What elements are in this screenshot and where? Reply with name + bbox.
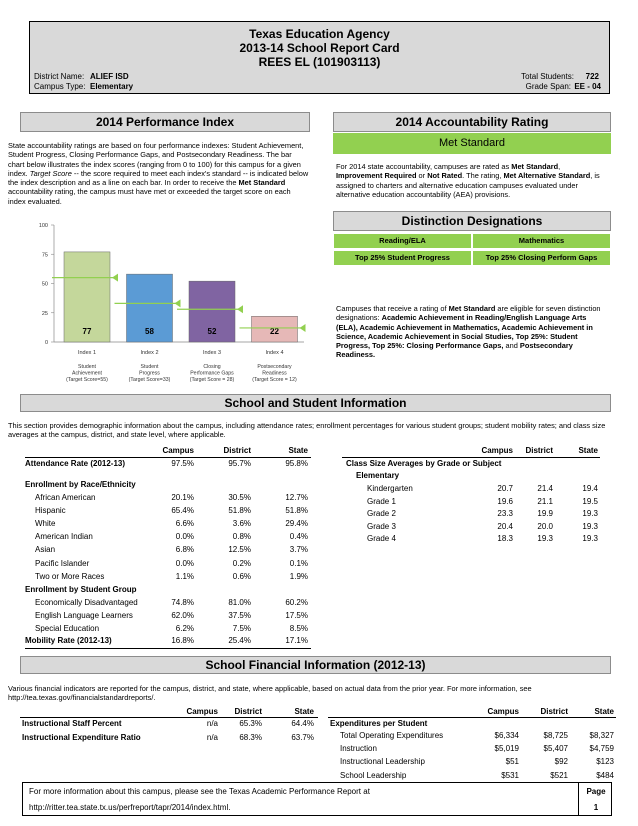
bar-value-label: 52 bbox=[207, 327, 217, 336]
campus-value: 74.8% bbox=[171, 598, 194, 607]
page-number: 1 bbox=[593, 803, 599, 812]
grade-span-value: EE - 04 bbox=[574, 82, 601, 91]
performance-chart bbox=[8, 215, 313, 390]
district-value: 25.4% bbox=[228, 636, 251, 645]
agency-name: Texas Education Agency bbox=[249, 27, 390, 41]
campus-type-label: Campus Type: bbox=[34, 82, 86, 91]
expenditures-header: Expenditures per Student bbox=[330, 719, 428, 728]
x-category-label: Index 4 bbox=[265, 350, 284, 356]
x-description-label: (Target Score = 28) bbox=[189, 377, 235, 383]
x-description-label: Postsecondary bbox=[257, 364, 292, 370]
bar-value-label: 22 bbox=[270, 327, 279, 336]
district-value: 95.7% bbox=[228, 459, 251, 468]
class-row-label: Grade 2 bbox=[367, 509, 396, 518]
school-info-intro: This section provides demographic information about the campus, including attendance rates; enrollment percentages for various student groups; student mobility rates; and class size averages at the campus, district, and state level, where applicable. bbox=[8, 421, 606, 440]
fin-state-value: 64.4% bbox=[291, 719, 314, 728]
class-col-state: State bbox=[578, 446, 598, 455]
exp-district-value: $521 bbox=[550, 770, 568, 780]
col-campus-header: Campus bbox=[162, 446, 194, 455]
exp-district-value: $5,407 bbox=[543, 744, 568, 754]
fin-row-label: Instructional Expenditure Ratio bbox=[22, 732, 141, 742]
fin-col-district: District bbox=[234, 707, 262, 716]
divider bbox=[25, 648, 311, 649]
fin-campus-value: n/a bbox=[206, 719, 218, 728]
row-label: Two or More Races bbox=[35, 571, 105, 581]
group-header: Enrollment by Student Group bbox=[25, 585, 137, 594]
row-label: White bbox=[35, 519, 56, 529]
district-value: 0.8% bbox=[232, 532, 251, 542]
y-tick-label: 75 bbox=[41, 252, 48, 259]
exp-col-district: District bbox=[540, 707, 568, 716]
x-description-label: Achievement bbox=[72, 370, 102, 377]
y-tick-label: 25 bbox=[41, 310, 48, 317]
exp-campus-value: $5,019 bbox=[494, 744, 519, 754]
state-value: 29.4% bbox=[285, 519, 308, 529]
campus-value: 0.0% bbox=[175, 532, 194, 542]
rating-status-badge: Met Standard bbox=[333, 133, 611, 154]
performance-bar-chart bbox=[8, 215, 313, 390]
district-value: ALIEF ISD bbox=[90, 72, 129, 81]
exp-col-state: State bbox=[594, 707, 614, 716]
row-label: Pacific Islander bbox=[35, 558, 90, 568]
exp-campus-value: $51 bbox=[505, 757, 519, 767]
x-category-label: Index 3 bbox=[202, 350, 222, 356]
x-description-label: (Target Score = 12) bbox=[252, 377, 297, 383]
school-name: REES EL (101903113) bbox=[258, 55, 381, 69]
bar-value-label: 77 bbox=[82, 327, 92, 336]
district-value: 81.0% bbox=[228, 598, 251, 607]
fin-row-label: Instructional Staff Percent bbox=[22, 719, 122, 728]
performance-intro: State accountability ratings are based on four performance indexes: Student Achievement, Student Progress, Closing Performance Gaps, and Postsecondary Readiness. The bar chart below illustrates the index scores (ranging from 0 to 100) for this campus for a given index. Target Score -- the score required to meet each index's standard -- is indicated below the index description and as a line on each bar. In order to receive the Met Standard accountability rating, the campus must have met or exceeded the target score on each index evaluated. bbox=[8, 141, 309, 206]
state-value: 95.8% bbox=[285, 459, 308, 468]
row-label: Attendance Rate (2012-13) bbox=[25, 459, 126, 468]
class-campus-value: 23.3 bbox=[497, 509, 513, 518]
financial-intro: Various financial indicators are reported for the campus, district, and state, where applicable, based on actual data from the prior year. For more information, see http://tea.texas.gov/financialstandardreports/. bbox=[8, 684, 532, 703]
x-category-label: Index 2 bbox=[140, 350, 159, 356]
class-campus-value: 18.3 bbox=[497, 534, 513, 543]
district-label: District Name: bbox=[34, 72, 85, 81]
district-value: 12.5% bbox=[228, 545, 251, 555]
target-marker bbox=[237, 305, 243, 313]
col-district-header: District bbox=[223, 446, 251, 455]
divider bbox=[328, 717, 616, 718]
class-size-sub: Elementary bbox=[356, 471, 400, 480]
footer-link[interactable]: http://ritter.tea.state.tx.us/perfreport/tapr/2014/index.html. bbox=[29, 803, 231, 812]
campus-value: 97.5% bbox=[171, 459, 194, 468]
row-label: Asian bbox=[35, 545, 56, 555]
race-header: Enrollment by Race/Ethnicity bbox=[25, 480, 136, 489]
financial-title: School Financial Information (2012-13) bbox=[20, 656, 611, 674]
y-tick-label: 0 bbox=[44, 340, 48, 346]
class-col-district: District bbox=[525, 446, 553, 455]
class-row-label: Grade 4 bbox=[367, 534, 396, 543]
class-district-value: 21.1 bbox=[537, 496, 553, 506]
campus-type-value: Elementary bbox=[90, 82, 134, 91]
performance-index-title: 2014 Performance Index bbox=[20, 112, 310, 132]
exp-row-label: Instructional Leadership bbox=[340, 757, 425, 767]
target-marker bbox=[300, 324, 306, 332]
x-description-label: Closing bbox=[203, 364, 221, 370]
state-value: 17.1% bbox=[285, 636, 308, 645]
exp-campus-value: $6,334 bbox=[494, 731, 519, 740]
class-row-label: Kindergarten bbox=[367, 484, 413, 493]
report-title: 2013-14 School Report Card bbox=[239, 41, 400, 55]
distinction-reading-value: Top 25% Student Progress bbox=[333, 250, 472, 266]
district-value: 0.2% bbox=[232, 558, 251, 568]
distinction-col-math: Mathematics bbox=[472, 233, 611, 249]
class-campus-value: 20.7 bbox=[497, 484, 513, 493]
total-students-value: 722 bbox=[585, 72, 599, 81]
distinction-description: Campuses that receive a rating of Met Standard are eligible for seven distinction designations: Academic Achievement in Reading/English Language Arts (ELA), Academic Achievement in Mathematics, Academic Achievement in Science, Academic Achievement in Social Studies, Top 25%: Student Progress, Top 25%: Closing Performance Gaps, and Postsecondary Readiness. bbox=[336, 304, 601, 360]
target-marker bbox=[175, 299, 181, 307]
state-value: 0.1% bbox=[289, 558, 308, 568]
campus-value: 0.0% bbox=[175, 558, 194, 568]
x-description-label: Performance Gaps bbox=[190, 370, 234, 377]
state-value: 17.5% bbox=[285, 611, 308, 621]
x-description-label: Progress bbox=[139, 370, 160, 377]
row-label: Mobility Rate (2012-13) bbox=[25, 636, 112, 645]
district-value: 30.5% bbox=[228, 493, 251, 502]
y-tick-label: 50 bbox=[41, 281, 48, 288]
row-label: Economically Disadvantaged bbox=[35, 598, 138, 607]
distinction-math-value: Top 25% Closing Perform Gaps bbox=[472, 250, 611, 266]
campus-value: 16.8% bbox=[171, 636, 194, 645]
exp-row-label: School Leadership bbox=[340, 770, 407, 780]
distinction-col-reading: Reading/ELA bbox=[333, 233, 472, 249]
exp-col-campus: Campus bbox=[487, 707, 519, 716]
bar-value-label: 58 bbox=[145, 327, 154, 336]
exp-state-value: $123 bbox=[596, 757, 614, 767]
class-state-value: 19.3 bbox=[582, 521, 598, 531]
exp-district-value: $8,725 bbox=[543, 731, 568, 740]
distinction-title: Distinction Designations bbox=[333, 211, 611, 231]
exp-district-value: $92 bbox=[554, 757, 568, 767]
district-value: 51.8% bbox=[228, 506, 251, 516]
x-description-label: (Target Score=33) bbox=[128, 377, 171, 383]
state-value: 60.2% bbox=[285, 598, 308, 607]
class-size-header: Class Size Averages by Grade or Subject bbox=[346, 459, 502, 468]
class-campus-value: 19.6 bbox=[497, 496, 513, 506]
class-row-label: Grade 3 bbox=[367, 521, 396, 531]
class-state-value: 19.3 bbox=[582, 534, 598, 543]
class-district-value: 19.3 bbox=[537, 534, 553, 543]
district-value: 3.6% bbox=[232, 519, 251, 529]
row-label: Hispanic bbox=[35, 506, 66, 516]
divider bbox=[20, 717, 318, 718]
campus-value: 65.4% bbox=[171, 506, 194, 516]
state-value: 51.8% bbox=[285, 506, 308, 516]
campus-value: 62.0% bbox=[171, 611, 194, 621]
page-label: Page bbox=[586, 787, 606, 796]
class-row-label: Grade 1 bbox=[367, 496, 396, 506]
fin-district-value: 65.3% bbox=[239, 719, 262, 728]
exp-row-label: Total Operating Expenditures bbox=[340, 731, 444, 740]
state-value: 3.7% bbox=[289, 545, 308, 555]
campus-value: 20.1% bbox=[171, 493, 194, 502]
campus-value: 6.6% bbox=[175, 519, 194, 529]
rating-description: For 2014 state accountability, campuses are rated as Met Standard, Improvement Required or Not Rated. The rating, Met Alternative Standard, is assigned to charters and alternative education campuses evaluated under alternative education accountability (AEA) provisions. bbox=[336, 162, 600, 199]
class-state-value: 19.3 bbox=[582, 509, 598, 518]
fin-col-campus: Campus bbox=[186, 707, 218, 716]
exp-state-value: $8,327 bbox=[589, 731, 614, 740]
campus-value: 1.1% bbox=[175, 571, 194, 581]
district-value: 37.5% bbox=[228, 611, 251, 621]
divider bbox=[342, 457, 600, 458]
campus-value: 6.8% bbox=[175, 545, 194, 555]
class-district-value: 20.0 bbox=[537, 521, 553, 531]
x-description-label: Student bbox=[78, 364, 96, 370]
fin-col-state: State bbox=[294, 707, 314, 716]
class-state-value: 19.4 bbox=[582, 484, 598, 493]
report-header bbox=[29, 21, 610, 94]
fin-state-value: 63.7% bbox=[291, 732, 314, 742]
district-value: 0.6% bbox=[232, 571, 251, 581]
x-category-label: Index 1 bbox=[77, 350, 97, 356]
y-tick-label: 100 bbox=[38, 223, 48, 229]
divider bbox=[25, 457, 311, 458]
x-description-label: Readiness bbox=[262, 370, 287, 377]
class-district-value: 19.9 bbox=[537, 509, 553, 518]
class-campus-value: 20.4 bbox=[497, 521, 513, 531]
row-label: African American bbox=[35, 493, 96, 502]
exp-state-value: $4,759 bbox=[589, 744, 614, 754]
exp-campus-value: $531 bbox=[501, 770, 519, 780]
footer-text: For more information about this campus, please see the Texas Academic Performance Report at bbox=[29, 787, 370, 796]
target-marker bbox=[112, 274, 118, 282]
footer bbox=[22, 782, 612, 816]
x-description-label: Student bbox=[140, 364, 159, 370]
state-value: 1.9% bbox=[289, 571, 308, 581]
class-col-campus: Campus bbox=[481, 446, 513, 455]
x-description-label: (Target Score=55) bbox=[66, 377, 108, 383]
row-label: Special Education bbox=[35, 624, 100, 634]
fin-campus-value: n/a bbox=[206, 732, 218, 742]
row-label: American Indian bbox=[35, 532, 93, 542]
state-value: 0.4% bbox=[289, 532, 308, 542]
fin-district-value: 68.3% bbox=[239, 732, 262, 742]
state-value: 12.7% bbox=[285, 493, 308, 502]
accountability-rating-title: 2014 Accountability Rating bbox=[333, 112, 611, 132]
class-state-value: 19.5 bbox=[582, 496, 598, 506]
district-value: 7.5% bbox=[232, 624, 251, 634]
campus-value: 6.2% bbox=[175, 624, 194, 634]
row-label: English Language Learners bbox=[35, 611, 133, 621]
exp-state-value: $484 bbox=[596, 770, 614, 780]
state-value: 8.5% bbox=[289, 624, 308, 634]
grade-span-label: Grade Span: bbox=[525, 82, 571, 91]
total-students-label: Total Students: bbox=[521, 72, 574, 81]
school-info-title: School and Student Information bbox=[20, 394, 611, 412]
col-state-header: State bbox=[288, 446, 308, 455]
exp-row-label: Instruction bbox=[340, 744, 377, 754]
class-district-value: 21.4 bbox=[537, 484, 553, 493]
